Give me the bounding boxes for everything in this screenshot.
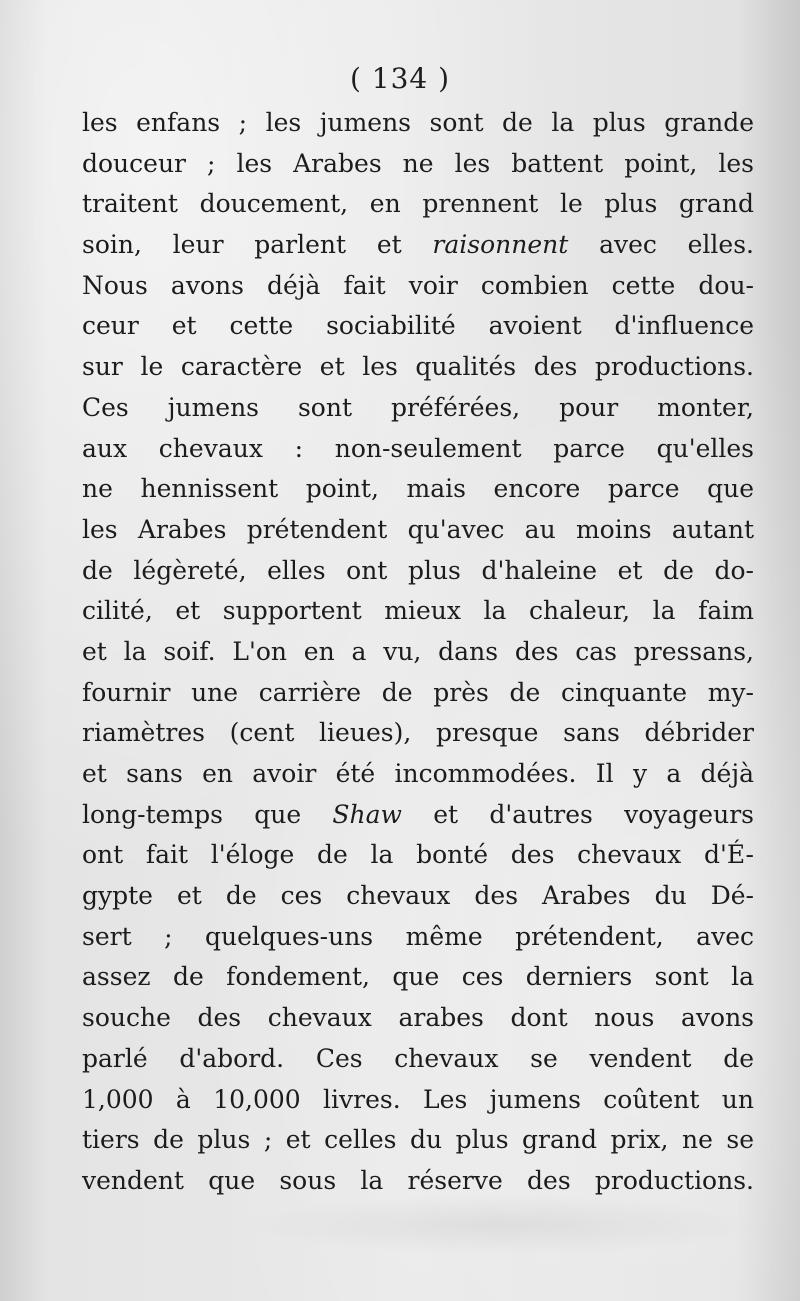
text-line bbox=[82, 388, 754, 429]
text-line bbox=[82, 835, 754, 876]
text-line bbox=[82, 469, 754, 510]
text-segment: ont fait l'éloge de la bonté des chevaux d'É- bbox=[82, 840, 754, 870]
text-line bbox=[82, 754, 754, 795]
text-segment: long-temps que bbox=[82, 799, 333, 829]
italic-text: raisonnent bbox=[432, 230, 569, 260]
text-segment: tiers de plus ; et celles du plus grand prix, ne se bbox=[82, 1125, 754, 1155]
text-segment: gypte et de ces chevaux des Arabes du Dé- bbox=[82, 881, 754, 911]
text-segment: sert ; quelques-uns même prétendent, avec bbox=[82, 921, 754, 951]
text-segment: et la soif. L'on en a vu, dans des cas pressans, bbox=[82, 636, 754, 666]
text-segment: traitent doucement, en prennent le plus grand bbox=[82, 189, 754, 219]
text-segment: Nous avons déjà fait voir combien cette dou- bbox=[82, 270, 754, 300]
text-segment: et sans en avoir été incommodées. Il y a déjà bbox=[82, 759, 754, 788]
text-segment: avec elles. bbox=[568, 230, 754, 260]
text-line bbox=[82, 673, 754, 714]
text-segment: et d'autres voyageurs bbox=[401, 799, 754, 829]
text-segment: cilité, et supportent mieux la chaleur, la faim bbox=[82, 596, 754, 626]
text-line bbox=[82, 957, 754, 998]
text-line bbox=[82, 632, 754, 673]
page-number: ( 134 ) bbox=[349, 62, 451, 95]
text-segment: les enfans ; les jumens sont de la plus grande bbox=[82, 108, 754, 137]
text-line bbox=[82, 306, 754, 347]
text-line bbox=[82, 103, 754, 144]
text-segment: assez de fondement, que ces derniers sont la bbox=[82, 962, 754, 992]
text-segment: les Arabes prétendent qu'avec au moins autant bbox=[82, 514, 754, 544]
text-line bbox=[82, 225, 754, 266]
text-line bbox=[82, 1039, 754, 1080]
text-line bbox=[82, 1120, 754, 1161]
text-segment: ne hennissent point, mais encore parce que bbox=[82, 474, 754, 504]
text-segment: sur le caractère et les qualités des productions. bbox=[82, 352, 754, 382]
text-segment: 1,000 à 10,000 livres. Les jumens coûtent un bbox=[82, 1084, 754, 1114]
text-segment: Ces jumens sont préférées, pour monter, bbox=[82, 392, 754, 422]
text-line bbox=[82, 591, 754, 632]
text-segment: ceur et cette sociabilité avoient d'influence bbox=[82, 311, 754, 341]
body-text bbox=[82, 103, 754, 1202]
text-line bbox=[82, 347, 754, 388]
text-line bbox=[82, 713, 754, 754]
text-line bbox=[82, 795, 754, 836]
text-line bbox=[82, 998, 754, 1039]
text-line bbox=[82, 917, 754, 958]
text-segment: soin, leur parlent et bbox=[82, 230, 433, 260]
text-line bbox=[82, 184, 754, 225]
text-segment: souche des chevaux arabes dont nous avons bbox=[82, 1003, 754, 1033]
text-segment: parlé d'abord. Ces chevaux se vendent de bbox=[82, 1043, 754, 1073]
text-line bbox=[82, 144, 754, 185]
text-line bbox=[82, 429, 754, 470]
text-segment: fournir une carrière de près de cinquante my- bbox=[82, 677, 754, 707]
text-line bbox=[82, 510, 754, 551]
text-segment: de légèreté, elles ont plus d'haleine et de do- bbox=[82, 555, 754, 585]
text-line bbox=[82, 266, 754, 307]
text-line bbox=[82, 876, 754, 917]
text-line bbox=[82, 551, 754, 592]
text-segment: aux chevaux : non-seulement parce qu'elles bbox=[82, 433, 754, 463]
text-segment: riamètres (cent lieues), presque sans débrider bbox=[82, 718, 754, 748]
text-line bbox=[82, 1080, 754, 1121]
italic-text: Shaw bbox=[332, 799, 402, 829]
text-segment: vendent que sous la réserve des productions. bbox=[82, 1165, 754, 1195]
ink-show-through bbox=[240, 1195, 760, 1255]
text-segment: douceur ; les Arabes ne les battent point, les bbox=[82, 148, 754, 178]
